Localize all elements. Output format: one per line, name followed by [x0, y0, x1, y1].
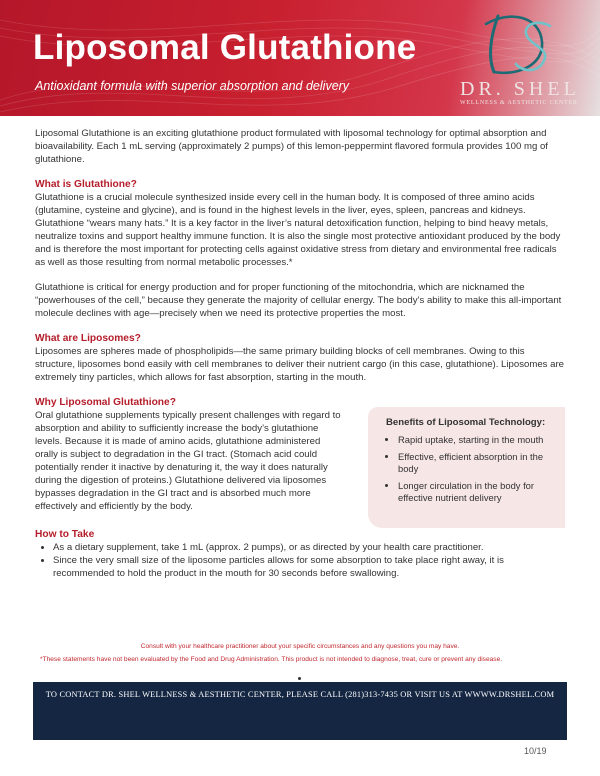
- heading-what-is-glutathione: What is Glutathione?: [35, 179, 137, 190]
- dr-shel-logo: [452, 8, 600, 108]
- liposomes-paragraph: Liposomes are spheres made of phospholipids—the same primary building blocks of cell membranes. Owing to this structure, liposomes bond easily with cell membranes to deliver their nutrient cargo (in this case, glutathione). Liposomes are extremely tiny particles, which allows for fast absorption, starting in the mouth.: [35, 346, 564, 383]
- bullet-dot: [298, 677, 301, 680]
- contact-footer: [33, 682, 567, 740]
- benefits-box: [368, 407, 565, 528]
- contact-text: TO CONTACT DR. SHEL WELLNESS & AESTHETIC CENTER, PLEASE CALL (281)313-7435 OR VISIT US AT WWWW.DRSHEL.COM: [45, 690, 555, 699]
- main-content: [35, 127, 565, 580]
- why-column: [35, 396, 345, 525]
- fda-disclaimer: *These statements have not been evaluated by the Food and Drug Administration. This product is not intended to diagnose, treat, cure or prevent any disease.: [40, 656, 503, 663]
- benefit-item: • Rapid uptake, starting in the mouth: [398, 434, 555, 446]
- page-subtitle: Antioxidant formula with superior absorption and delivery: [35, 79, 350, 93]
- header-banner: [0, 0, 600, 116]
- consult-note: Consult with your healthcare practitioner about your specific circumstances and any questions you may have.: [140, 643, 460, 650]
- how-to-take-section: [35, 528, 565, 580]
- logo-name: DR. SHEL: [460, 78, 580, 100]
- heading-how-to-take: How to Take: [35, 529, 95, 540]
- how-to-take-list: [35, 541, 565, 580]
- logo-tagline: WELLNESS & AESTHETIC CENTER: [460, 100, 578, 106]
- why-paragraph: Oral glutathione supplements typically present challenges with regard to absorption and ability to sufficiently increase the body’s glutathione levels. Because it is made of amino acids, glutathione administered orally is subject to degradation in the GI tract. (Stomach acid could potentially render it inactive by denaturing it, the way it does naturally during the digestion of proteins.) Glutathione delivered via liposomes bypasses degradation in the GI tract and is absorbed much more effectively and efficiently by the body.: [35, 410, 341, 512]
- how-to-take-item: • Since the very small size of the liposome particles allows for some absorption to take place right away, it is recommended to hold the product in the mouth for 30 seconds before swallowing.: [53, 554, 565, 580]
- intro-paragraph: Liposomal Glutathione is an exciting glutathione product formulated with liposomal technology for optimal absorption and bioavailability. Each 1 mL serving (approximately 2 pumps) of this lemon-peppermint flavored formula provides 100 mg of glutathione.: [35, 128, 548, 165]
- page-number: 10/19: [524, 746, 547, 756]
- benefit-item: • Longer circulation in the body for effective nutrient delivery: [398, 480, 555, 504]
- heading-what-are-liposomes: What are Liposomes?: [35, 333, 141, 344]
- page-title: Liposomal Glutathione: [33, 28, 417, 67]
- what-is-paragraph-2: Glutathione is critical for energy production and for proper functioning of the mitochondria, which are nicknamed the “powerhouses of the cell,” because they generate the majority of cellular energy. The body’s ability to make this all-important molecule declines with age—precisely when we need its protective properties the most.: [35, 282, 562, 319]
- heading-why-liposomal: Why Liposomal Glutathione?: [35, 397, 176, 408]
- benefits-title: Benefits of Liposomal Technology:: [386, 417, 546, 428]
- why-section: [35, 396, 565, 524]
- what-is-paragraph-1: Glutathione is a crucial molecule synthesized inside every cell in the human body. It is composed of three amino acids (glutamine, cysteine and glycine), and is found in the highest levels in the liver, eyes, spleen, pancreas and kidneys. Glutathione “wears many hats.” It is a key factor in the liver’s natural detoxification function, helping to bind heavy metals, neutralize toxins and support healthy immune function. It is also the single most protective antioxidant produced by the body and is therefore the most important for protecting cells against oxidative stress from dietary and environmental free radicals as well as those resulting from normal metabolic processes.*: [35, 192, 561, 268]
- benefit-item: • Effective, efficient absorption in the body: [398, 451, 555, 475]
- benefits-list: [386, 434, 555, 504]
- ds-monogram-logo-icon: [480, 8, 560, 80]
- how-to-take-item: • As a dietary supplement, take 1 mL (approx. 2 pumps), or as directed by your health care practitioner.: [53, 541, 565, 554]
